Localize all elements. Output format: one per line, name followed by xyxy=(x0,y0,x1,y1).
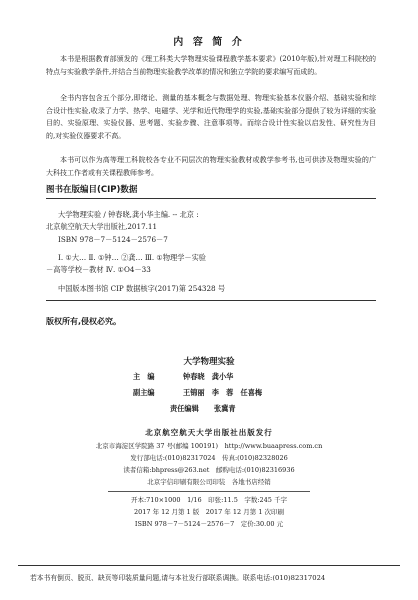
isbn-price: ISBN 978－7－5124－2576－7 定价:30.00 元 xyxy=(134,520,284,528)
edition-info: 2017 年 12 月第 1 版 2017 年 12 月第 1 次印刷 xyxy=(133,508,285,516)
deputy-editors-role: 副主编 xyxy=(133,388,155,397)
book-title: 大学物理实验 xyxy=(183,357,235,367)
summary-title: 内 容 简 介 xyxy=(173,37,245,48)
cip-record: 中国版本图书馆 CIP 数据核字(2017)第 254328 号 xyxy=(58,284,226,293)
publisher-email: 读者信箱:bhpress@263.net 邮购电话:(010)82316936 xyxy=(123,466,295,474)
format-info: 开本:710×1000 1/16 印张:11.5 字数:245 千字 xyxy=(130,496,287,504)
cip-title: 图书在版编目(CIP)数据 xyxy=(46,185,138,195)
publisher-phone: 发行部电话:(010)82317024 传真:(010)82328026 xyxy=(130,454,288,462)
cip-line-1: 大学物理实验 / 钟春晓,龚小华主编. -- 北京 : xyxy=(58,210,199,219)
responsible-editor-name: 张冀青 xyxy=(214,404,236,413)
format-top-rule xyxy=(108,491,310,492)
editors-names: 钟春晓 龚小华 xyxy=(183,372,234,381)
copyright-notice: 版权所有,侵权必究。 xyxy=(46,317,122,326)
summary-paragraph-1: 本书是根据教育部颁发的《理工科类大学物理实验课程教学基本要求》(2010年版),针对理工科院校的特点与实验教学条件,并结合当前物理实验教学改革的情况和独立学院的要求编写而成的。 xyxy=(46,55,376,76)
publisher-address: 北京市海淀区学院路 37 号(邮编 100191) http://www.buaapress.com.cn xyxy=(95,442,323,450)
summary-paragraph-2: 全书内容包含五个部分,即绪论、测量的基本概念与数据处理、物理实验基本仪器介绍、基础实验和综合设计性实验,收录了力学、热学、电磁学、光学和近代物理学的实验,基础实验部分提供了较为详细的实验目的、实验原理、实验仪器、思考题、实验步骤、注意事项等。而综合设计性实验以启发性、研究性为目的,对实验仪器要求不高。 xyxy=(46,94,376,140)
summary-paragraph-3: 本书可以作为高等理工科院校各专业不同层次的物理实验教材或教学参考书,也可供涉及物理实验的广大科技工作者或有关课程教师参考。 xyxy=(46,156,376,177)
cip-bottom-rule xyxy=(46,300,376,301)
cip-line-3: ISBN 978－7－5124－2576－7 xyxy=(58,235,168,244)
cip-line-2: 北京航空航天大学出版社,2017.11 xyxy=(46,222,158,231)
cip-line-4: Ⅰ. ①大… Ⅱ. ①钟… ②龚… Ⅲ. ①物理学－实验 xyxy=(58,253,206,262)
editors-role: 主 编 xyxy=(133,372,155,381)
printer-info: 北京宇信印刷有限公司印装 各地书店经销 xyxy=(147,478,271,486)
publisher-name: 北京航空航天大学出版社出版发行 xyxy=(145,428,273,437)
footer-notice: 若本书有倒页、脱页、缺页等印装质量问题,请与本社发行部联系调换。联系电话:(010)82317024 xyxy=(30,574,326,582)
cip-line-5: －高等学校－教材 Ⅳ. ①O4－33 xyxy=(46,265,151,274)
footer-rule xyxy=(18,565,400,566)
deputy-editors-names: 王锦丽 李 蓉 任喜梅 xyxy=(183,388,263,397)
responsible-editor-role: 责任编辑 xyxy=(170,404,199,413)
cip-top-rule xyxy=(46,198,376,199)
